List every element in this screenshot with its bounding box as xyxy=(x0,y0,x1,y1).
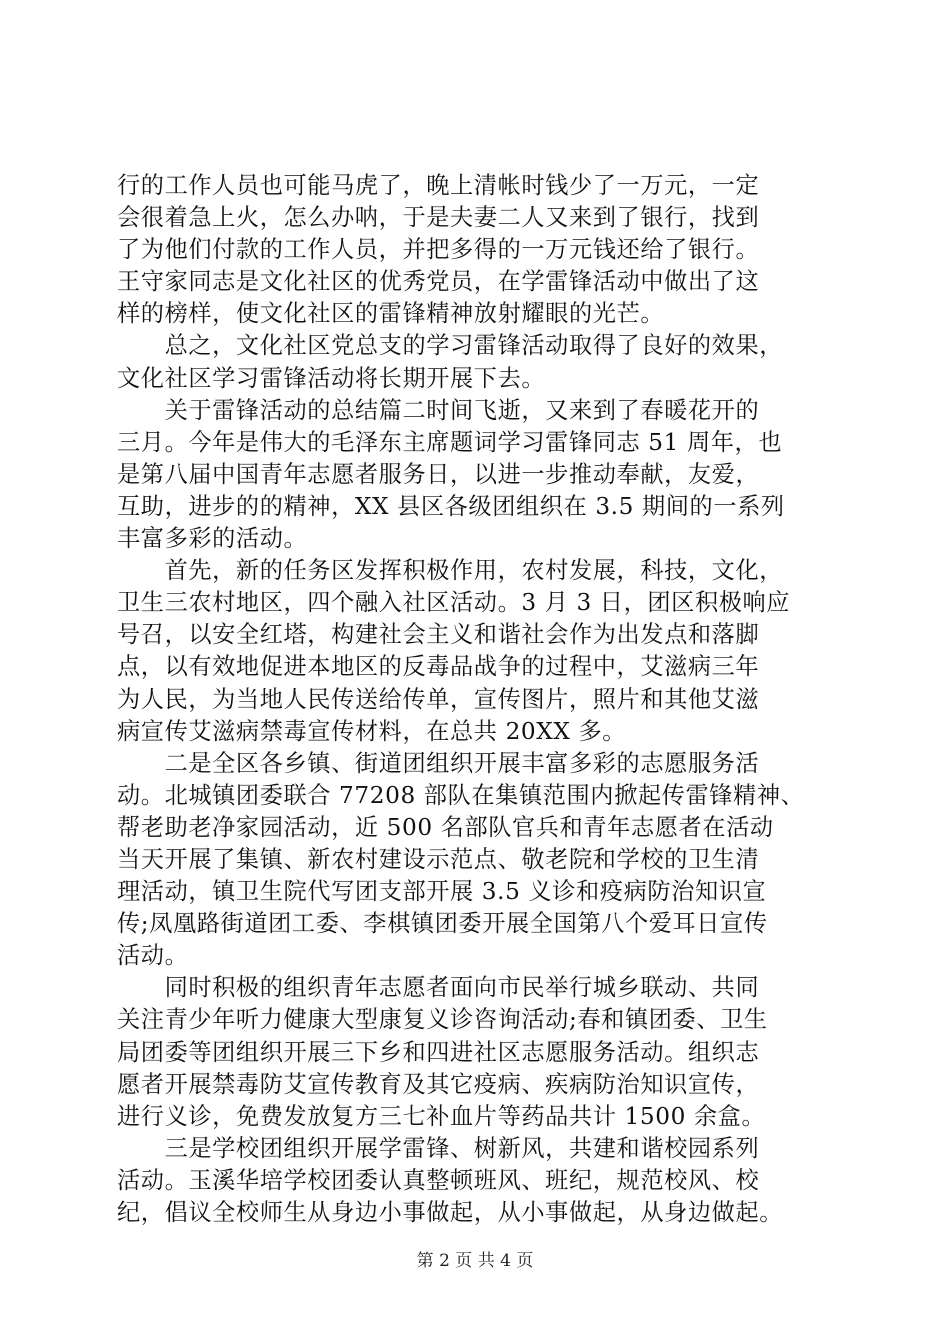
text-line: 局团委等团组织开展三下乡和四进社区志愿服务活动。组织志 xyxy=(117,1038,760,1066)
text-line: 会很着急上火，怎么办呐，于是夫妻二人又来到了银行，找到 xyxy=(117,204,760,232)
text-line: 文化社区学习雷锋活动将长期开展下去。 xyxy=(117,364,546,392)
text-line: 当天开展了集镇、新农村建设示范点、敬老院和学校的卫生清 xyxy=(117,845,760,873)
text-line: 首先，新的任务区发挥积极作用，农村发展，科技，文化， xyxy=(117,557,784,585)
text-line: 是第八届中国青年志愿者服务日，以进一步推动奉献，友爱， xyxy=(117,460,760,488)
text-line: 传;凤凰路街道团工委、李棋镇团委开展全国第八个爱耳日宣传 xyxy=(117,910,768,938)
text-line: 动。北城镇团委联合 77208 部队在集镇范围内掀起传雷锋精神、 xyxy=(117,781,805,809)
text-line: 理活动，镇卫生院代写团支部开展 3.5 义诊和疫病防治知识宣 xyxy=(117,878,767,906)
page-footer: 第 2 页 共 4 页 xyxy=(416,1251,534,1271)
text-line: 王守家同志是文化社区的优秀党员，在学雷锋活动中做出了这 xyxy=(117,268,760,296)
text-line: 总之，文化社区党总支的学习雷锋活动取得了良好的效果， xyxy=(117,332,784,360)
text-line: 进行义诊，免费发放复方三七补血片等药品共计 1500 余盒。 xyxy=(117,1102,766,1130)
text-line: 点，以有效地促进本地区的反毒品战争的过程中，艾滋病三年 xyxy=(117,653,760,681)
text-line: 了为他们付款的工作人员，并把多得的一万元钱还给了银行。 xyxy=(117,236,760,264)
text-line: 二是全区各乡镇、街道团组织开展丰富多彩的志愿服务活 xyxy=(117,749,760,777)
text-line: 样的榜样，使文化社区的雷锋精神放射耀眼的光芒。 xyxy=(117,300,665,328)
text-line: 关注青少年听力健康大型康复义诊咨询活动;春和镇团委、卫生 xyxy=(117,1006,768,1034)
text-line: 病宣传艾滋病禁毒宣传材料，在总共 20XX 多。 xyxy=(117,717,627,745)
text-line: 活动。 xyxy=(117,942,189,970)
text-line: 纪，倡议全校师生从身边小事做起，从小事做起，从身边做起。 xyxy=(117,1199,784,1226)
text-line: 卫生三农村地区，四个融入社区活动。3 月 3 日，团区积极响应 xyxy=(117,589,791,617)
text-line: 愿者开展禁毒防艾宣传教育及其它疫病、疾病防治知识宣传， xyxy=(117,1070,760,1098)
text-line: 关于雷锋活动的总结篇二时间飞逝，又来到了春暖花开的 xyxy=(117,396,760,424)
text-line: 互助，进步的的精神，XX 县区各级团组织在 3.5 期间的一系列 xyxy=(117,492,785,520)
text-line: 同时积极的组织青年志愿者面向市民举行城乡联动、共同 xyxy=(117,974,760,1002)
text-line: 号召，以安全红塔，构建社会主义和谐社会作为出发点和落脚 xyxy=(117,621,760,649)
text-line: 活动。玉溪华培学校团委认真整顿班风、班纪，规范校风、校 xyxy=(117,1166,760,1194)
document-body xyxy=(117,170,837,1229)
text-line: 帮老助老净家园活动，近 500 名部队官兵和青年志愿者在活动 xyxy=(117,813,774,841)
text-line: 三月。今年是伟大的毛泽东主席题词学习雷锋同志 51 周年，也 xyxy=(117,428,783,456)
text-line: 为人民，为当地人民传送给传单，宣传图片，照片和其他艾滋 xyxy=(117,685,760,713)
text-line: 行的工作人员也可能马虎了，晚上清帐时钱少了一万元，一定 xyxy=(117,172,760,199)
text-line: 丰富多彩的活动。 xyxy=(117,525,308,553)
text-line: 三是学校团组织开展学雷锋、树新风，共建和谐校园系列 xyxy=(117,1134,760,1162)
